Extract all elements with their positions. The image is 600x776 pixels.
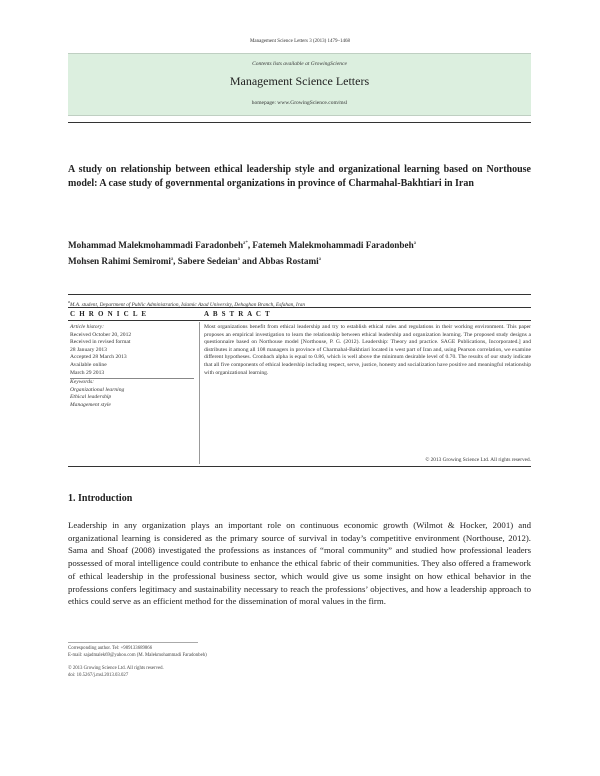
section-heading-introduction: 1. Introduction: [68, 493, 133, 504]
author-sup: a: [318, 256, 321, 262]
author-line-1: [68, 238, 531, 254]
keyword-item: Ethical leadership: [70, 394, 112, 401]
author-name: Mohsen Rahimi Semiromi: [68, 255, 171, 266]
online-label: Available online: [70, 361, 107, 368]
keywords-label: Keywords:: [70, 379, 95, 386]
abstract-heading: A B S T R A C T: [204, 310, 271, 318]
author-sup: a*: [243, 240, 248, 246]
author-name: and Abbas Rostami: [239, 255, 319, 266]
author-list: [68, 238, 531, 269]
chronicle-heading: C H R O N I C L E: [70, 310, 148, 318]
journal-homepage[interactable]: homepage: www.GrowingScience.com/msl: [251, 100, 348, 106]
revised-date: 28 January 2013: [70, 346, 107, 353]
article-info: [70, 324, 194, 410]
keyword-item: Management style: [70, 401, 111, 408]
history-label: Article history:: [70, 324, 105, 330]
footnotes: [68, 645, 531, 679]
keyword-item: Organizational learning: [70, 386, 125, 393]
affiliation: $^a$M.A. student, Department of Public Administration, Islamic Azad University, Dehaghan Branch, Esfahan, Iran: [68, 299, 306, 308]
journal-header-box: [68, 53, 531, 116]
footnote-rule: [68, 642, 198, 643]
author-sup: a: [237, 256, 240, 262]
author-name: , Fatemeh Malekmohammadi Faradonbeh: [247, 240, 414, 250]
column-divider: [199, 322, 200, 464]
author-line-2: [68, 254, 531, 270]
abstract-end-rule: [68, 466, 531, 467]
received-date: Received October 20, 2012: [70, 331, 132, 338]
revised-label: Received in revised format: [70, 339, 131, 346]
author-name: , Sabere Sedeian: [173, 255, 238, 266]
abstract-body: Most organizations benefit from ethical leadership and try to establish ethical rules and regulations in their working environment. This paper proposes an empirical investigation to learn the relationship between ethical leadership and organization learning. The proposed study designs a questionnaire based on Northouse model [Northouse, P. G. (2012). Leadership: Theory and practice. SAGE Publications, Incorporated.] and distributes it among all 108 managers in province of Charmahal-Bakhtiari located in west part of Iran and, using Pearson correlation, we examine different hypotheses. Cronbach alpha is equal to 0.86, which is well above the minimum desirable level of 0.70. The results of our study indicate that all five components of ethical leadership including respect, serve, justice, honesty and socialization have positive and meaningful relationship with organizational learning.: [204, 324, 531, 376]
author-name: Mohammad Malekmohammadi Faradonbeh: [68, 240, 244, 250]
doi[interactable]: doi: 10.5267/j.msl.2013.03.027: [68, 673, 129, 678]
affiliation-rule: [68, 307, 531, 308]
online-date: March 29 2013: [70, 369, 105, 376]
author-sup: a: [413, 240, 416, 246]
accepted-date: Accepted 28 March 2013: [70, 354, 127, 361]
abstract-copyright: © 2013 Growing Science Ltd. All rights reserved.: [425, 457, 531, 463]
section-head-rule: [68, 320, 531, 321]
author-email[interactable]: E-mail: sajadmalek69@yahoo.com (M. Malekmohammadi Faradonbeh): [68, 653, 207, 658]
author-sup: a: [170, 256, 174, 262]
contents-line: Contents lists available at GrowingScience: [252, 61, 347, 67]
authors-rule: [68, 294, 531, 295]
corresponding-author: Corresponding author. Tel: +989133689866: [68, 646, 153, 651]
header-rule: [68, 122, 531, 123]
introduction-paragraph: Leadership in any organization plays an important role on continuous economic growth (Wilmot & Hocker, 2001) and organizational learning is considered as the primary source of survival in today’s competitive environment (Northouse, 2012). Sama and Shoaf (2008) investigated the professions as instances of “moral community” and studied how professional leaders possessed of moral intelligence could contribute to enhance the ethical fabric of their communities. They also offered a framework of ethical leadership in the professional business sector, which would give us some insight on how ethical behavior in the professions confers legitimacy and sustainability necessary to reach the professions’ objectives, and how a leadership approach to ethics could serve as an efficient method for the dissemination of moral values in the firm.: [68, 520, 531, 607]
journal-title: Management Science Letters: [229, 74, 370, 88]
footer-copyright: © 2013 Growing Science Ltd. All rights reserved.: [68, 666, 164, 671]
paper-title: A study on relationship between ethical leadership style and organizational learning based on Northouse model: A case study of governmental organizations in province of Charmahal-Bakhtiari in Iran: [68, 164, 531, 189]
running-head: Management Science Letters 3 (2013) 1479–1468: [249, 39, 351, 44]
